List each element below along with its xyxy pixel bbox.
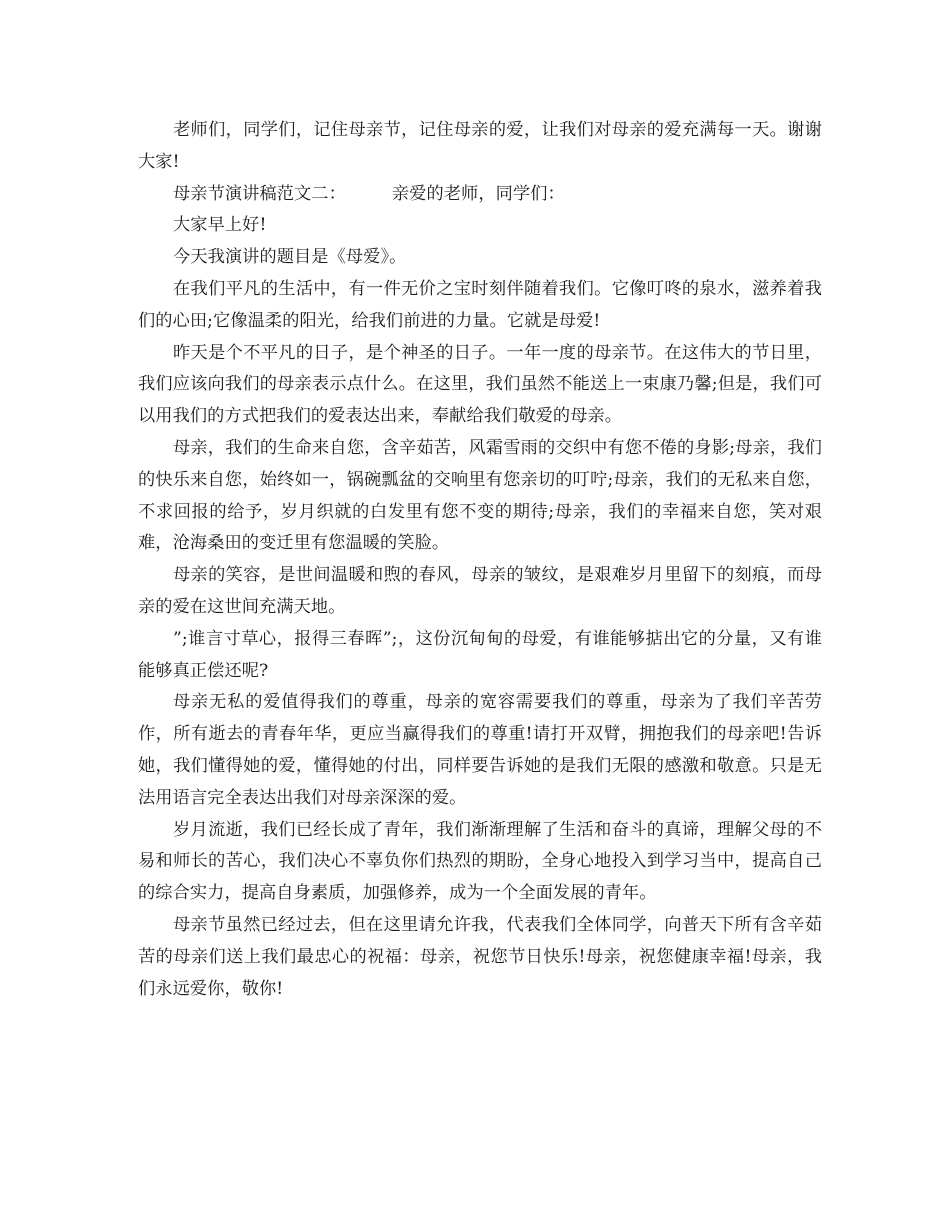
section-heading-title: 母亲节演讲稿范文二： xyxy=(173,183,346,204)
document-page xyxy=(138,115,822,1005)
paragraph-mothers-day: 昨天是个不平凡的日子，是个神圣的日子。一年一度的母亲节。在这伟大的节日里，我们应该向我们的母亲表示点什么。在这里，我们虽然不能送上一束康乃馨;但是，我们可以用我们的方式把我们的爱表达出来，奉献给我们敬爱的母亲。 xyxy=(138,342,822,427)
section-heading-salutation: 亲爱的老师，同学们： xyxy=(391,183,565,204)
paragraph-mother-gifts: 母亲，我们的生命来自您，含辛茹苦，风霜雪雨的交织中有您不倦的身影;母亲，我们的快乐来自您，始终如一，锅碗瓢盆的交响里有您亲切的叮咛;母亲，我们的无私来自您，不求回报的给予，岁月织就的白发里有您不变的期待;母亲，我们的幸福来自您，笑对艰难，沧海桑田的变迁里有您温暖的笑脸。 xyxy=(138,437,822,554)
paragraph-growth: 岁月流逝，我们已经长成了青年，我们渐渐理解了生活和奋斗的真谛，理解父母的不易和师长的苦心，我们决心不辜负你们热烈的期盼，全身心地投入到学习当中，提高自己的综合实力，提高自身素质，加强修养，成为一个全面发展的青年。 xyxy=(138,819,822,904)
paragraph-topic: 今天我演讲的题目是《母爱》。 xyxy=(173,247,407,268)
paragraph-blessing: 母亲节虽然已经过去，但在这里请允许我，代表我们全体同学，向普天下所有含辛茹苦的母亲们送上我们最忠心的祝福：母亲，祝您节日快乐!母亲，祝您健康幸福!母亲，我们永远爱你，敬你! xyxy=(138,914,822,999)
section-heading-line xyxy=(138,179,822,211)
paragraph-closing-thanks: 老师们，同学们，记住母亲节，记住母亲的爱，让我们对母亲的爱充满每一天。谢谢大家! xyxy=(138,120,822,172)
paragraph-quote: ”;谁言寸草心，报得三春晖”;，这份沉甸甸的母爱，有谁能够掂出它的分量，又有谁能够真正偿还呢? xyxy=(138,628,822,681)
paragraph-treasure: 在我们平凡的生活中，有一件无价之宝时刻伴随着我们。它像叮咚的泉水，滋养着我们的心田;它像温柔的阳光，给我们前进的力量。它就是母爱! xyxy=(138,278,822,331)
paragraph-smile: 母亲的笑容，是世间温暖和煦的春风，母亲的皱纹，是艰难岁月里留下的刻痕，而母亲的爱在这世间充满天地。 xyxy=(138,565,822,617)
paragraph-greeting: 大家早上好! xyxy=(173,215,267,236)
paragraph-respect: 母亲无私的爱值得我们的尊重，母亲的宽容需要我们的尊重，母亲为了我们辛苦劳作，所有逝去的青春年华，更应当赢得我们的尊重!请打开双臂，拥抱我们的母亲吧!告诉她，我们懂得她的爱，懂得她的付出，同样要告诉她的是我们无限的感激和敬意。只是无法用语言完全表达出我们对母亲深深的爱。 xyxy=(138,692,822,808)
heading-gap xyxy=(346,179,392,211)
